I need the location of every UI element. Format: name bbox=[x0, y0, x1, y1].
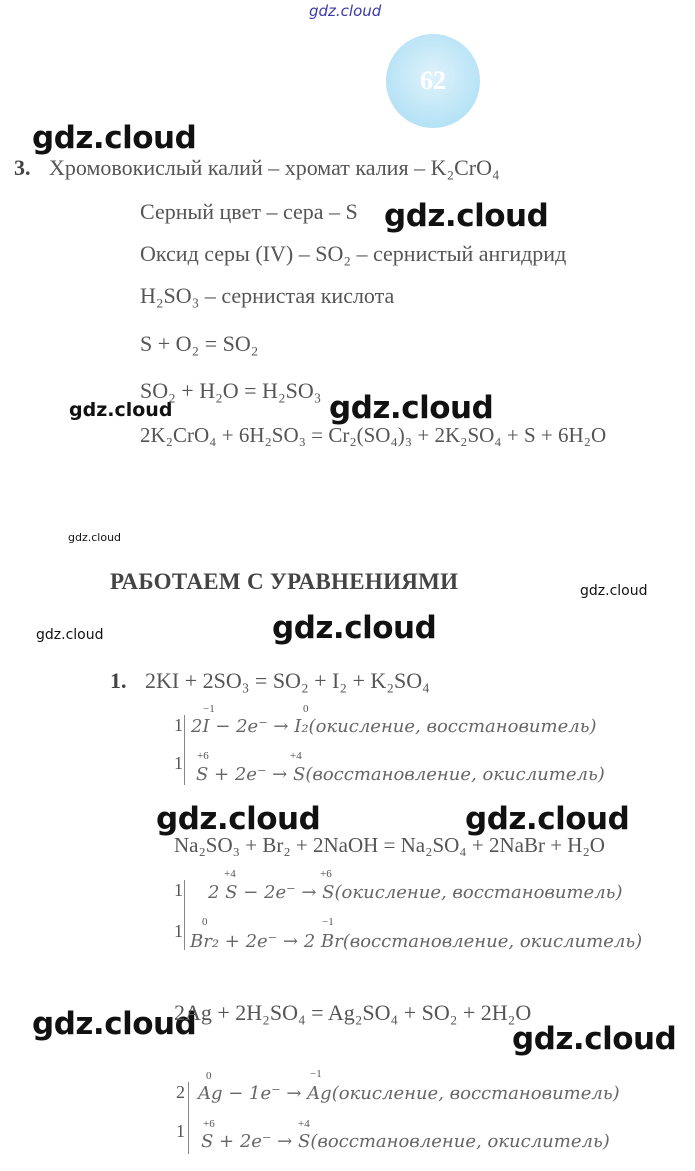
balance-bar bbox=[184, 715, 185, 785]
task3-line-7: 2K₂CrO₄ + 6H₂SO₃ = Cr₂(SO₄)₃ + 2K₂SO₄ + S + 6H₂O bbox=[140, 423, 607, 447]
half-reaction: 2 S − 2e⁻ → S(окисление, восстановитель) bbox=[208, 882, 623, 903]
balance-coef: 1 bbox=[174, 880, 183, 900]
page-number-badge bbox=[386, 34, 480, 128]
half-reaction: 2I − 2e⁻ → I₂(окисление, восстановитель) bbox=[191, 716, 597, 737]
oxidation-state: +4 bbox=[298, 1118, 310, 1130]
oxidation-state: +6 bbox=[203, 1118, 215, 1130]
task3-line-4: H₂SO₃ – сернистая кислота bbox=[140, 283, 395, 308]
section-title: РАБОТАЕМ С УРАВНЕНИЯМИ bbox=[110, 569, 459, 594]
equation-1: 2KI + 2SO₃ = SO₂ + I₂ + K₂SO₄ bbox=[145, 668, 430, 693]
task3-line-6: SO₂ + H₂O = H₂SO₃ bbox=[140, 378, 322, 403]
watermark: gdz.cloud bbox=[580, 583, 648, 599]
oxidation-state: −1 bbox=[203, 703, 215, 715]
oxidation-state: 0 bbox=[303, 703, 309, 715]
watermark: gdz.cloud bbox=[384, 198, 549, 234]
oxidation-state: 0 bbox=[202, 916, 208, 928]
watermark: gdz.cloud bbox=[156, 801, 321, 837]
balance-coef: 1 bbox=[176, 1121, 185, 1141]
watermark: gdz.cloud bbox=[465, 801, 630, 837]
watermark: gdz.cloud bbox=[36, 627, 104, 643]
half-reaction: S + 2e⁻ → S(восстановление, окислитель) bbox=[201, 1131, 610, 1152]
watermark: gdz.cloud bbox=[32, 1006, 197, 1042]
task3-number: 3. bbox=[14, 155, 31, 180]
task3-line-3: Оксид серы (IV) – SO₂ – сернистый ангидрид bbox=[140, 241, 567, 266]
watermark: gdz.cloud bbox=[69, 399, 173, 421]
oxidation-state: +4 bbox=[224, 868, 236, 880]
balance-bar bbox=[184, 880, 185, 950]
balance-coef: 1 bbox=[174, 921, 183, 941]
watermark: gdz.cloud bbox=[68, 531, 122, 544]
task3-line-1: Хромовокислый калий – хромат калия – K₂CrO₄ bbox=[49, 155, 500, 180]
balance-coef: 1 bbox=[174, 753, 183, 773]
oxidation-state: +6 bbox=[320, 868, 332, 880]
watermark: gdz.cloud bbox=[272, 610, 437, 646]
equation-3: 2Ag + 2H₂SO₄ = Ag₂SO₄ + SO₂ + 2H₂O bbox=[174, 1000, 532, 1025]
task3-line-5: S + O₂ = SO₂ bbox=[140, 331, 259, 356]
watermark: gdz.cloud bbox=[309, 2, 382, 20]
balance-coef: 1 bbox=[174, 715, 183, 735]
oxidation-state: +6 bbox=[197, 750, 209, 762]
oxidation-state: −1 bbox=[322, 916, 334, 928]
page-number: 62 bbox=[420, 66, 446, 95]
oxidation-state: +4 bbox=[290, 750, 302, 762]
equation-2: Na₂SO₃ + Br₂ + 2NaOH = Na₂SO₄ + 2NaBr + H₂O bbox=[174, 833, 605, 857]
task3-line-2: Серный цвет – сера – S bbox=[140, 199, 358, 224]
oxidation-state: 0 bbox=[206, 1070, 212, 1082]
balance-coef: 2 bbox=[176, 1082, 185, 1102]
task1-number: 1. bbox=[110, 668, 127, 693]
half-reaction: Br₂ + 2e⁻ → 2 Br(восстановление, окислитель) bbox=[190, 931, 643, 952]
balance-bar bbox=[188, 1082, 189, 1154]
watermark: gdz.cloud bbox=[512, 1021, 677, 1057]
watermark: gdz.cloud bbox=[32, 120, 197, 156]
half-reaction: Ag − 1e⁻ → Ag(окисление, восстановитель) bbox=[198, 1083, 620, 1104]
half-reaction: S + 2e⁻ → S(восстановление, окислитель) bbox=[196, 764, 605, 785]
watermark: gdz.cloud bbox=[329, 390, 494, 426]
oxidation-state: −1 bbox=[310, 1068, 322, 1080]
